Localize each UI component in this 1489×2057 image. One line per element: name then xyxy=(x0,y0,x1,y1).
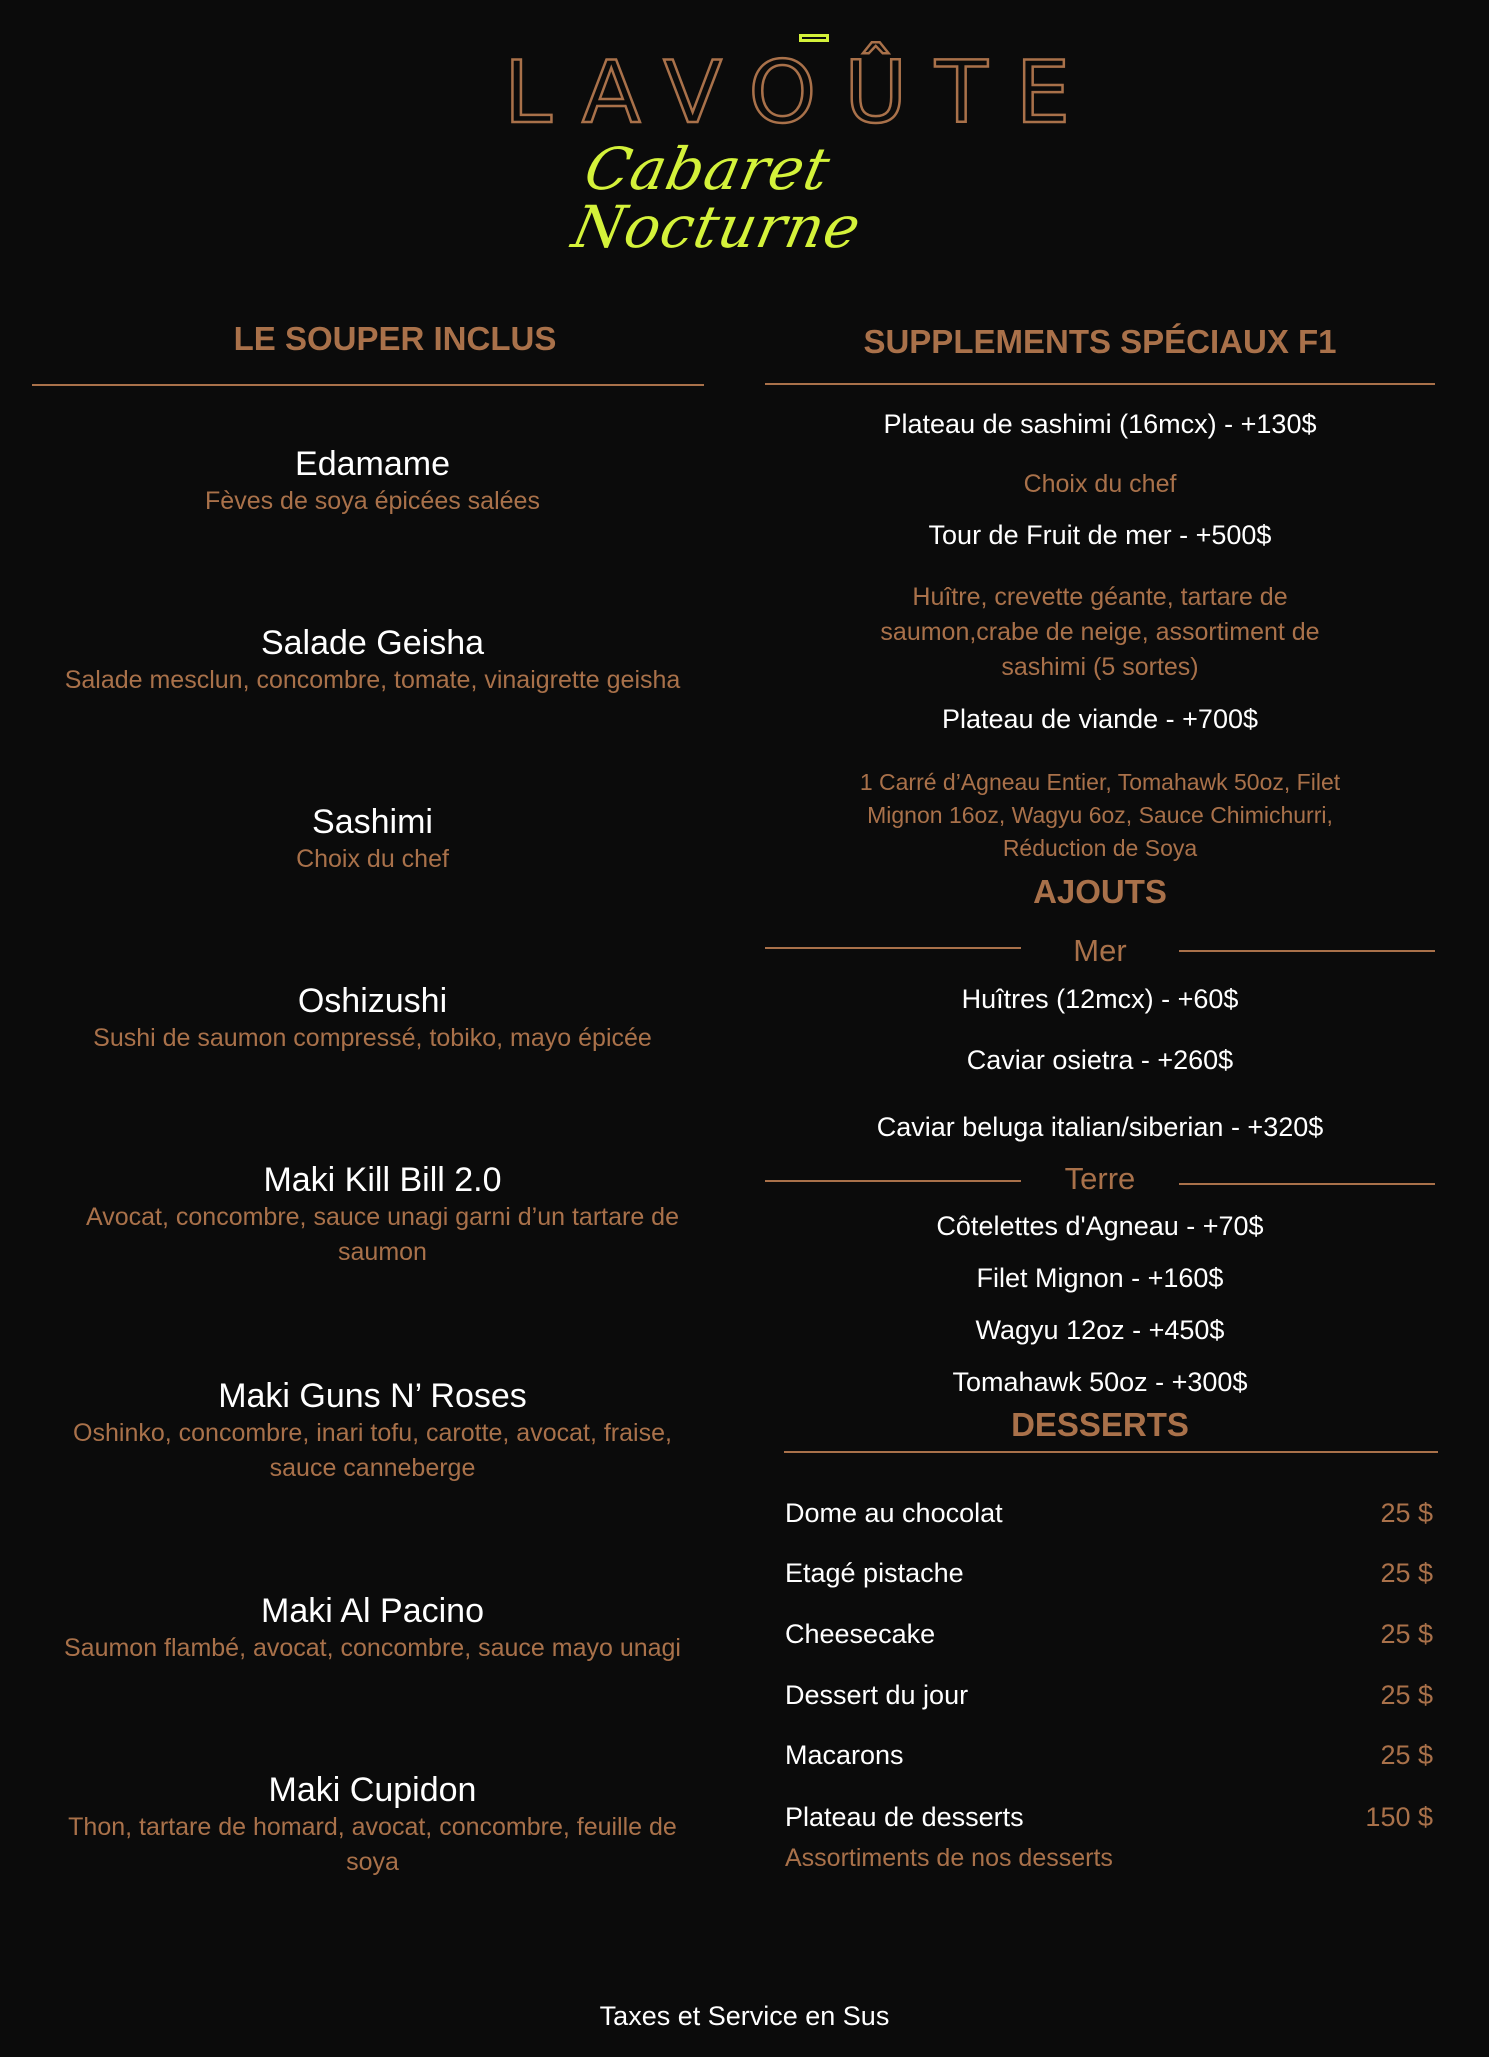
supplement-line: Tour de Fruit de mer - +500$ xyxy=(928,520,1272,550)
item-desc: Saumon flambé, avocat, concombre, sauce mayo unagi xyxy=(63,1634,681,1662)
supplement-desc-line: Réduction de Soya xyxy=(1002,835,1198,861)
dessert-note: Assortiments de nos desserts xyxy=(785,1844,1113,1872)
item-desc: sauce canneberge xyxy=(269,1454,476,1482)
dessert-price: 25 $ xyxy=(1380,1558,1433,1588)
item-desc: Choix du chef xyxy=(296,845,449,873)
addon-item: Caviar osietra - +260$ xyxy=(966,1045,1234,1075)
item-desc: soya xyxy=(346,1848,399,1876)
dessert-row xyxy=(785,1558,1433,1598)
item-name: Edamame xyxy=(295,445,450,483)
footer-note: Taxes et Service en Sus xyxy=(599,2001,890,2031)
item-desc: Sushi de saumon compressé, tobiko, mayo épicée xyxy=(93,1024,652,1052)
dessert-row xyxy=(785,1740,1433,1780)
menu-item xyxy=(40,1160,725,1270)
dessert-row xyxy=(785,1498,1433,1538)
dessert-name: Plateau de desserts xyxy=(785,1802,1024,1832)
brand-logo xyxy=(480,20,1099,261)
dessert-price: 25 $ xyxy=(1380,1680,1433,1710)
subsection-mer: Mer xyxy=(1073,933,1127,968)
dessert-row xyxy=(785,1680,1433,1720)
menu-item xyxy=(30,981,715,1056)
dessert-name: Dome au chocolat xyxy=(785,1498,1003,1528)
supplement-desc-line: Mignon 16oz, Wagyu 6oz, Sauce Chimichurri, xyxy=(867,802,1333,828)
dessert-row xyxy=(785,1802,1433,1842)
divider xyxy=(765,1180,1021,1182)
dessert-name: Cheesecake xyxy=(785,1619,936,1649)
supplement-desc-line: Huître, crevette géante, tartare de xyxy=(912,583,1288,611)
supplement-line: Plateau de sashimi (16mcx) - +130$ xyxy=(883,409,1317,439)
item-desc: Avocat, concombre, sauce unagi garni d’un tartare de xyxy=(86,1203,679,1231)
item-name: Maki Kill Bill 2.0 xyxy=(263,1161,502,1199)
menu-item xyxy=(30,1376,715,1486)
dessert-name: Macarons xyxy=(785,1740,904,1770)
supplement-line: Plateau de viande - +700$ xyxy=(942,704,1258,734)
menu-item xyxy=(30,623,715,698)
supplement-desc-line: saumon,crabe de neige, assortiment de xyxy=(880,618,1320,646)
addon-item: Wagyu 12oz - +450$ xyxy=(975,1315,1225,1345)
item-desc: Thon, tartare de homard, avocat, concombre, feuille de xyxy=(68,1813,677,1841)
item-name: Maki Cupidon xyxy=(268,1771,477,1809)
menu-item xyxy=(30,802,715,877)
addon-item: Caviar beluga italian/siberian - +320$ xyxy=(876,1112,1324,1142)
supplement-desc xyxy=(765,580,1435,685)
item-desc: Fèves de soya épicées salées xyxy=(205,487,540,515)
divider xyxy=(1179,950,1435,952)
section-title-desserts: DESSERTS xyxy=(1011,1406,1189,1443)
addon-item: Côtelettes d'Agneau - +70$ xyxy=(936,1211,1264,1241)
addon-item: Tomahawk 50oz - +300$ xyxy=(952,1367,1248,1397)
item-desc: Oshinko, concombre, inari tofu, carotte, avocat, fraise, xyxy=(73,1419,672,1447)
section-title-ajouts: AJOUTS xyxy=(1033,873,1167,910)
dessert-price: 25 $ xyxy=(1380,1740,1433,1770)
item-name: Maki Al Pacino xyxy=(261,1592,484,1630)
divider xyxy=(765,383,1435,385)
dessert-price: 25 $ xyxy=(1380,1619,1433,1649)
item-name: Salade Geisha xyxy=(260,624,485,662)
menu-item xyxy=(30,444,715,519)
addon-item: Filet Mignon - +160$ xyxy=(976,1263,1224,1293)
supplement-desc-line: sashimi (5 sortes) xyxy=(1001,653,1199,681)
menu-item xyxy=(30,1770,715,1880)
item-name: Sashimi xyxy=(312,803,433,841)
dessert-row xyxy=(785,1619,1433,1659)
dessert-name: Dessert du jour xyxy=(785,1680,969,1710)
dessert-price: 25 $ xyxy=(1380,1498,1433,1528)
supplement-desc-line: 1 Carré d’Agneau Entier, Tomahawk 50oz, Filet xyxy=(859,769,1341,795)
menu-item xyxy=(30,1591,715,1666)
item-name: Maki Guns N’ Roses xyxy=(218,1377,527,1415)
supplement-desc: Choix du chef xyxy=(1023,470,1177,498)
item-desc: saumon xyxy=(338,1238,427,1266)
brand-name: LAVOÛTE xyxy=(504,43,1099,143)
supplement-desc xyxy=(765,766,1435,865)
divider xyxy=(784,1451,1438,1453)
dessert-name: Etagé pistache xyxy=(785,1558,964,1588)
subsection-terre: Terre xyxy=(1064,1161,1136,1196)
divider xyxy=(1179,1183,1435,1185)
divider xyxy=(765,947,1021,949)
brand-tagline: Cabaret Nocturne xyxy=(566,135,868,261)
item-name: Oshizushi xyxy=(297,982,448,1020)
addon-item: Huîtres (12mcx) - +60$ xyxy=(961,984,1239,1014)
divider xyxy=(32,384,704,386)
dessert-price: 150 $ xyxy=(1365,1802,1433,1832)
item-desc: Salade mesclun, concombre, tomate, vinaigrette geisha xyxy=(64,666,681,694)
section-title-souper: LE SOUPER INCLUS xyxy=(233,320,557,357)
logo-accent-bar xyxy=(799,34,829,42)
section-title-supplements: SUPPLEMENTS SPÉCIAUX F1 xyxy=(863,323,1337,360)
